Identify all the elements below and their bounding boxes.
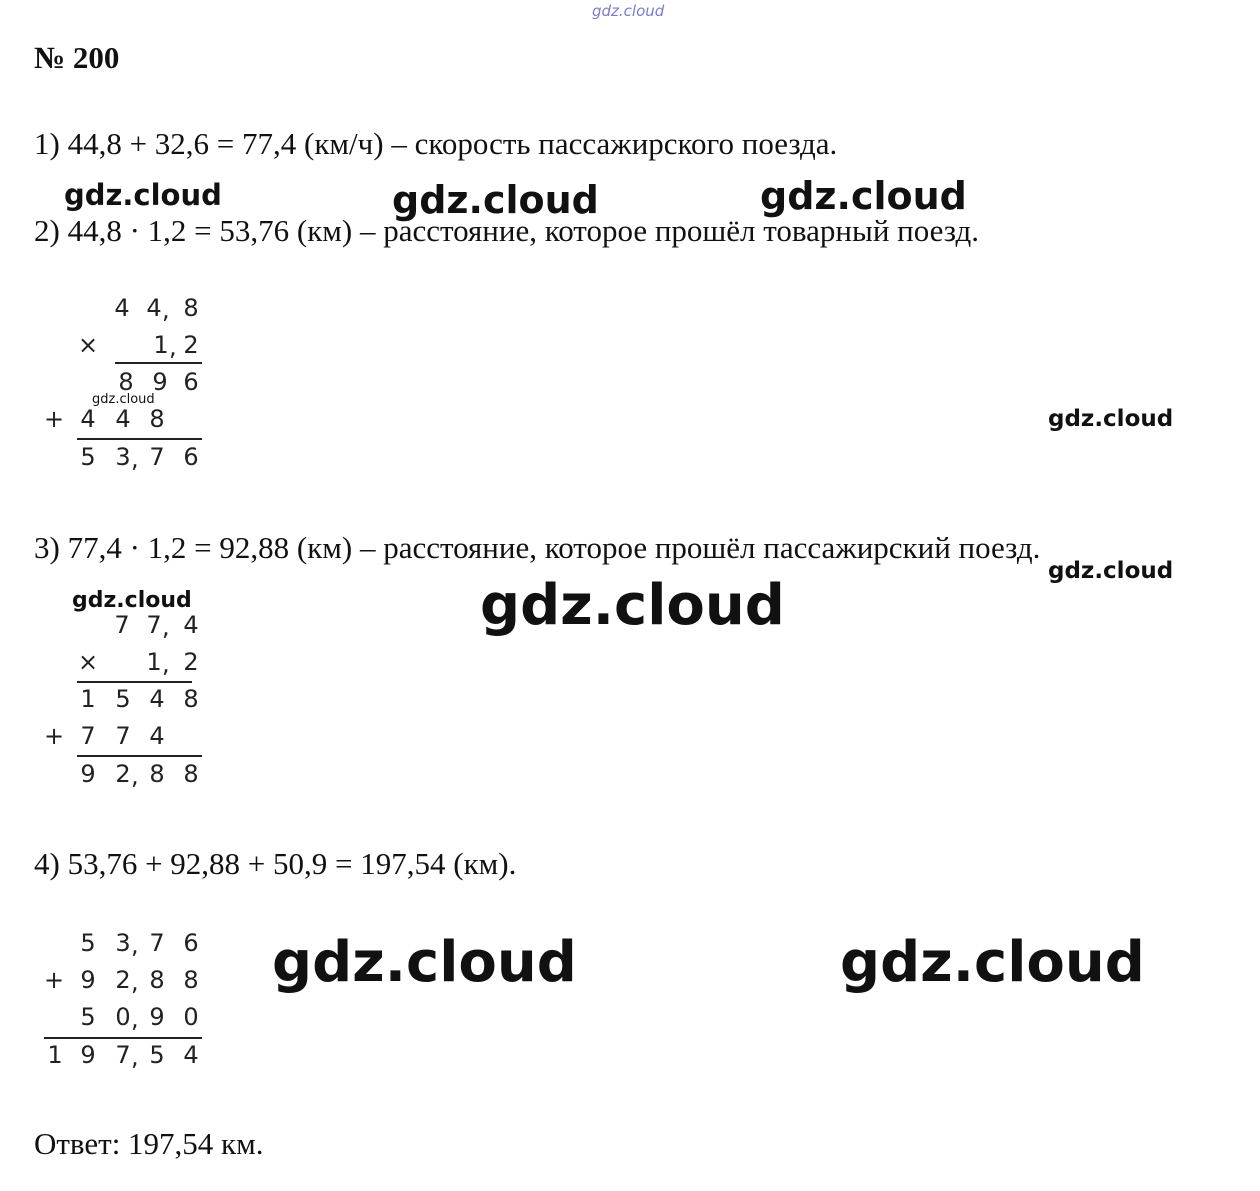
- underline: [77, 438, 202, 440]
- step-1: 1) 44,8 + 32,6 = 77,4 (км/ч) – скорость пассажирского поезда.: [34, 126, 838, 161]
- digit: 7: [146, 611, 162, 639]
- digit: 4: [183, 611, 199, 639]
- digit: 4: [146, 294, 162, 322]
- decimal-comma: ,: [131, 1005, 139, 1033]
- digit: 9: [80, 760, 96, 788]
- digit: 4: [149, 685, 165, 713]
- digit: 2: [183, 331, 199, 359]
- decimal-comma: ,: [131, 445, 139, 473]
- plus-sign: +: [43, 966, 65, 994]
- column-addition: [40, 929, 210, 1079]
- digit: 8: [149, 966, 165, 994]
- digit: 6: [183, 443, 199, 471]
- plus-sign: +: [43, 722, 65, 750]
- digit: 9: [80, 966, 96, 994]
- underline: [115, 362, 202, 364]
- digit: 9: [80, 1041, 96, 1069]
- digit: 5: [149, 1041, 165, 1069]
- digit: 8: [183, 294, 199, 322]
- column-multiplication-2: [40, 611, 210, 796]
- digit: 8: [183, 760, 199, 788]
- digit: 6: [183, 368, 199, 396]
- watermark: gdz.cloud: [480, 573, 785, 638]
- problem-title: № 200: [34, 40, 120, 75]
- digit: 8: [149, 405, 165, 433]
- digit: 5: [80, 929, 96, 957]
- step-2: 2) 44,8 · 1,2 = 53,76 (км) – расстояние, которое прошёл товарный поезд.: [34, 213, 979, 248]
- plus-sign: +: [43, 405, 65, 433]
- digit: 4: [115, 405, 131, 433]
- decimal-comma: ,: [131, 931, 139, 959]
- underline: [77, 755, 202, 757]
- digit: 6: [183, 929, 199, 957]
- digit: 3: [115, 443, 131, 471]
- decimal-comma: ,: [162, 296, 170, 324]
- digit: 0: [183, 1003, 199, 1031]
- digit: 7: [149, 443, 165, 471]
- digit: 1: [47, 1041, 63, 1069]
- digit: 5: [115, 685, 131, 713]
- digit: 4: [80, 405, 96, 433]
- digit: 7: [80, 722, 96, 750]
- watermark-top: gdz.cloud: [592, 2, 665, 20]
- digit: 2: [115, 966, 131, 994]
- watermark: gdz.cloud: [1048, 406, 1174, 432]
- digit: 3: [115, 929, 131, 957]
- decimal-comma: ,: [162, 650, 170, 678]
- underline: [44, 1037, 202, 1039]
- watermark: gdz.cloud: [92, 392, 155, 407]
- decimal-comma: ,: [131, 968, 139, 996]
- digit: 4: [183, 1041, 199, 1069]
- digit: 9: [149, 1003, 165, 1031]
- answer: Ответ: 197,54 км.: [34, 1126, 264, 1161]
- digit: 8: [149, 760, 165, 788]
- watermark: gdz.cloud: [72, 588, 192, 613]
- watermark: gdz.cloud: [64, 178, 222, 212]
- underline: [77, 681, 192, 683]
- digit: 4: [149, 722, 165, 750]
- digit: 5: [80, 443, 96, 471]
- digit: 1: [153, 331, 169, 359]
- decimal-comma: ,: [131, 1043, 139, 1071]
- decimal-comma: ,: [162, 613, 170, 641]
- multiply-sign: ×: [77, 331, 99, 359]
- digit: 7: [115, 1041, 131, 1069]
- step-4: 4) 53,76 + 92,88 + 50,9 = 197,54 (км).: [34, 846, 517, 881]
- decimal-comma: ,: [131, 762, 139, 790]
- watermark: gdz.cloud: [760, 174, 967, 218]
- decimal-comma: ,: [169, 333, 177, 361]
- watermark: gdz.cloud: [392, 178, 599, 222]
- digit: 8: [183, 685, 199, 713]
- watermark: gdz.cloud: [272, 930, 577, 995]
- digit: 9: [152, 368, 168, 396]
- watermark: gdz.cloud: [840, 930, 1145, 995]
- digit: 7: [115, 722, 131, 750]
- multiply-sign: ×: [77, 648, 99, 676]
- digit: 2: [115, 760, 131, 788]
- digit: 1: [146, 648, 162, 676]
- digit: 7: [149, 929, 165, 957]
- digit: 7: [114, 611, 130, 639]
- digit: 0: [115, 1003, 131, 1031]
- digit: 8: [118, 368, 134, 396]
- digit: 8: [183, 966, 199, 994]
- step-3: 3) 77,4 · 1,2 = 92,88 (км) – расстояние, которое прошёл пассажирский поезд.: [34, 530, 1041, 565]
- digit: 4: [114, 294, 130, 322]
- digit: 5: [80, 1003, 96, 1031]
- digit: 2: [183, 648, 199, 676]
- digit: 1: [80, 685, 96, 713]
- column-multiplication-1: [40, 294, 210, 479]
- watermark: gdz.cloud: [1048, 558, 1174, 584]
